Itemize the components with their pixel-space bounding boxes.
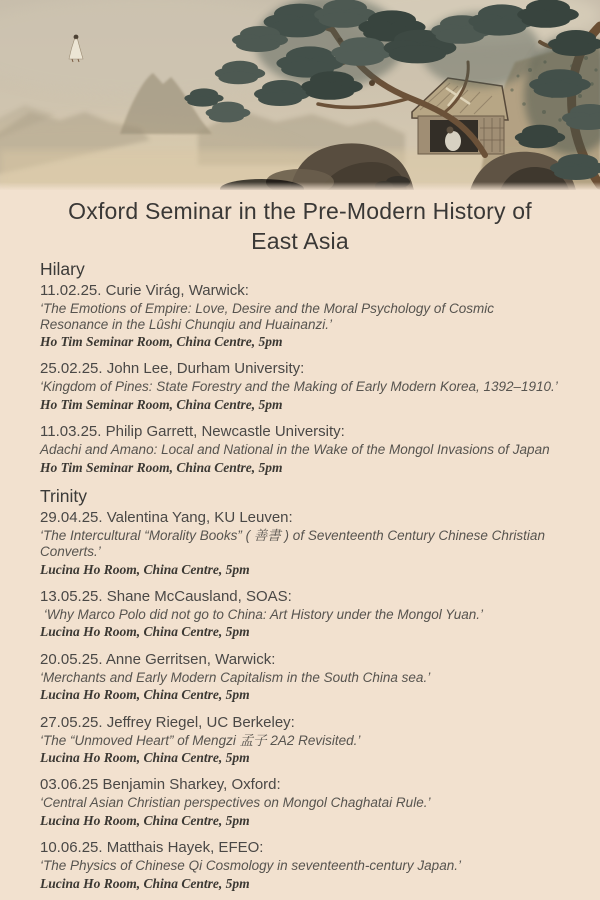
event-location: Lucina Ho Room, China Centre, 5pm: [40, 561, 250, 577]
event-heading: 27.05.25. Jeffrey Riegel, UC Berkeley:: [40, 713, 295, 731]
event: [40, 509, 560, 577]
event-location: Lucina Ho Room, China Centre, 5pm: [40, 624, 250, 640]
poster-content: [0, 190, 600, 892]
event-title: ‘The “Unmoved Heart” of Mengzi 孟子 2A2 Revisited.’: [40, 732, 361, 748]
event: [40, 839, 560, 891]
event: [40, 651, 560, 703]
event-title: ‘The Physics of Chinese Qi Cosmology in seventeenth-century Japan.’: [40, 858, 461, 874]
event: [40, 360, 560, 412]
event-location: Ho Tim Seminar Room, China Centre, 5pm: [40, 334, 283, 350]
event: [40, 423, 560, 475]
header-painting: [0, 0, 600, 190]
event-title: ‘The Emotions of Empire: Love, Desire and the Moral Psychology of Cosmic Resonance in the Lûshi Chunqiu and Huainanzi.’: [40, 300, 498, 332]
event-heading: 11.03.25. Philip Garrett, Newcastle University:: [40, 423, 345, 441]
section-hilary: [40, 259, 560, 476]
event: [40, 714, 560, 766]
event-location: Ho Tim Seminar Room, China Centre, 5pm: [40, 396, 283, 412]
painting-bottom-fade: [0, 182, 600, 190]
event-location: Lucina Ho Room, China Centre, 5pm: [40, 687, 250, 703]
term-heading-hilary: Hilary: [40, 258, 85, 279]
term-heading-trinity: Trinity: [40, 486, 87, 507]
section-trinity: [40, 486, 560, 891]
event-heading: 20.05.25. Anne Gerritsen, Warwick:: [40, 650, 276, 668]
event-heading: 03.06.25 Benjamin Sharkey, Oxford:: [40, 776, 281, 794]
event-location: Lucina Ho Room, China Centre, 5pm: [40, 750, 250, 766]
page-title: [40, 196, 560, 257]
event-location: Ho Tim Seminar Room, China Centre, 5pm: [40, 459, 283, 475]
event-heading: 13.05.25. Shane McCausland, SOAS:: [40, 587, 292, 605]
event: [40, 588, 560, 640]
event-title: ‘Merchants and Early Modern Capitalism in the South China sea.’: [40, 669, 431, 685]
event-heading: 10.06.25. Matthais Hayek, EFEO:: [40, 839, 264, 857]
event-heading: 29.04.25. Valentina Yang, KU Leuven:: [40, 509, 293, 527]
event-heading: 11.02.25. Curie Virág, Warwick:: [40, 281, 249, 299]
event: [40, 282, 560, 350]
page-title-line-2: East Asia: [251, 228, 349, 255]
event-location: Lucina Ho Room, China Centre, 5pm: [40, 812, 250, 828]
event-title: ‘Kingdom of Pines: State Forestry and the Making of Early Modern Korea, 1392–1910.’: [40, 379, 558, 395]
event-title: ‘The Intercultural “Morality Books” ( 善書 ) of Seventeenth Century Chinese Christian Converts.’: [40, 528, 549, 560]
event-title: ‘Why Marco Polo did not go to China: Art History under the Mongol Yuan.’: [40, 606, 483, 622]
event-location: Lucina Ho Room, China Centre, 5pm: [40, 875, 250, 891]
event: [40, 776, 560, 828]
event-heading: 25.02.25. John Lee, Durham University:: [40, 360, 305, 378]
page-title-line-1: Oxford Seminar in the Pre-Modern History of: [68, 198, 532, 224]
event-title: Adachi and Amano: Local and National in the Wake of the Mongol Invasions of Japan: [40, 442, 550, 458]
event-title: ‘Central Asian Christian perspectives on Mongol Chaghatai Rule.’: [40, 795, 431, 811]
